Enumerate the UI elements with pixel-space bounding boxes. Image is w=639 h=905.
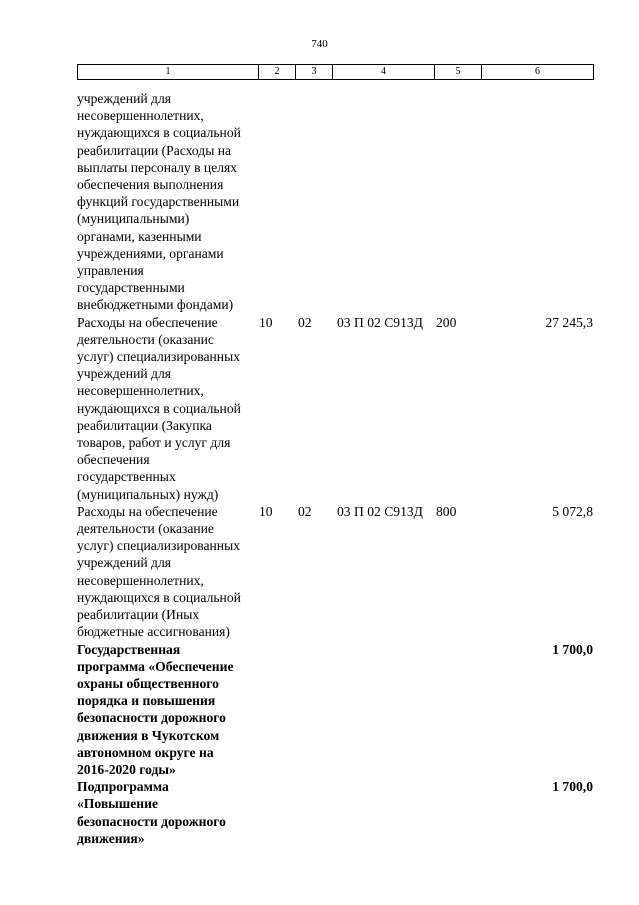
row-amount xyxy=(481,90,593,314)
row-target-code: 03 П 02 С913Д xyxy=(337,314,423,330)
table-row xyxy=(77,314,593,503)
row-amount: 1 700,0 xyxy=(552,779,593,795)
row-section xyxy=(258,778,295,847)
page-number: 740 xyxy=(311,38,328,50)
row-section: 10 xyxy=(259,503,273,519)
row-subsection: 02 xyxy=(298,314,312,330)
row-expense-type: 800 xyxy=(436,503,457,519)
row-name: Государственная программа «Обеспечение охраны общественного порядка и повышения безопасности дорожного движения в Чукотском автономном округе на 2016-2020 годы» xyxy=(77,641,234,777)
row-name: учреждений для несовершеннолетних, нуждающихся в социальной реабилитации (Расходы на выплаты персоналу в целях обеспечения выполнения функций государственными (муниципальными) органами, казенными учреждениями, органами управления государственными внебюджетными фондами) xyxy=(77,91,241,313)
row-expense-type xyxy=(434,641,481,779)
row-subsection xyxy=(295,778,332,847)
row-amount: 5 072,8 xyxy=(552,503,593,519)
header-col-3: 3 xyxy=(296,65,333,80)
row-target-code: 03 П 02 С913Д xyxy=(337,503,423,519)
row-expense-type xyxy=(434,90,481,314)
row-expense-type xyxy=(434,778,481,847)
header-col-5: 5 xyxy=(435,65,482,80)
row-name: Подпрограмма «Повышение безопасности дорожного движения» xyxy=(77,779,226,846)
table-row xyxy=(77,90,593,314)
row-section xyxy=(258,90,295,314)
row-target-code xyxy=(332,778,434,847)
table-row xyxy=(77,778,593,847)
row-subsection xyxy=(295,641,332,779)
table-header xyxy=(77,64,594,80)
row-section xyxy=(258,641,295,779)
header-col-2: 2 xyxy=(259,65,296,80)
header-col-6: 6 xyxy=(482,65,594,80)
row-amount: 1 700,0 xyxy=(552,641,593,657)
row-name: Расходы на обеспечение деятельности (оказание услуг) специализированных учреждений для несовершеннолетних, нуждающихся в социальной реабилитации (Иных бюджетные ассигнования) xyxy=(77,503,241,640)
header-col-1: 1 xyxy=(78,65,259,80)
table-body xyxy=(77,90,593,847)
row-subsection xyxy=(295,90,332,314)
row-amount: 27 245,3 xyxy=(545,314,593,330)
table-row xyxy=(77,641,593,779)
row-target-code xyxy=(332,90,434,314)
row-section: 10 xyxy=(259,314,273,330)
header-col-4: 4 xyxy=(333,65,435,80)
row-name: Расходы на обеспечение деятельности (оказанис услуг) специализированных учреждений для несовершеннолетних, нуждающихся в социальной реабилитации (Закупка товаров, работ и услуг для обеспечения государственных (муниципальных) нужд) xyxy=(77,314,241,502)
row-expense-type: 200 xyxy=(436,314,457,330)
table-row xyxy=(77,503,593,641)
row-target-code xyxy=(332,641,434,779)
row-subsection: 02 xyxy=(298,503,312,519)
